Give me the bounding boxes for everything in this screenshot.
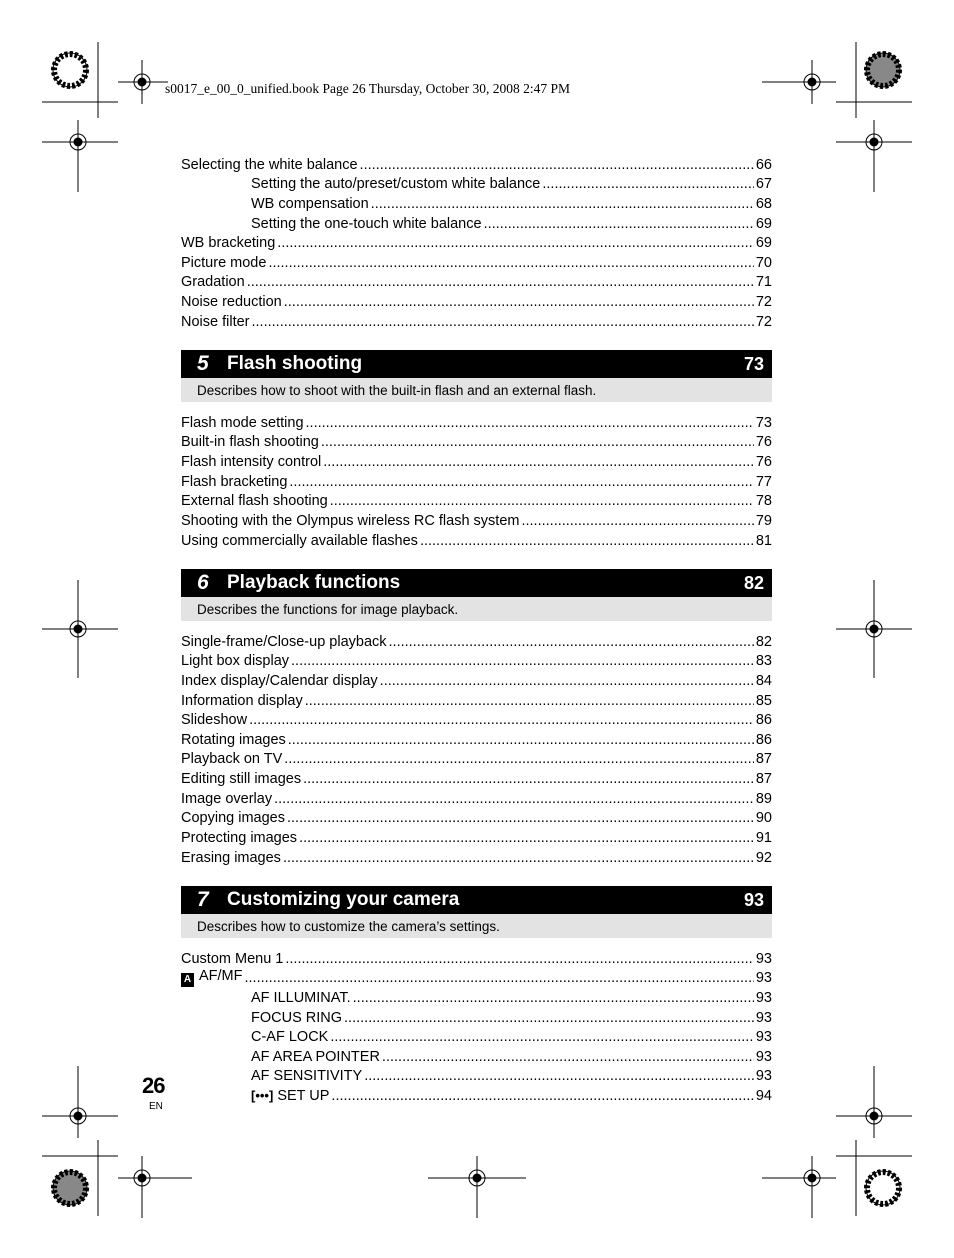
leader-dots (420, 532, 754, 550)
leader-dots (521, 512, 753, 530)
chapter-description (181, 914, 772, 938)
toc-entry[interactable] (251, 1026, 772, 1046)
toc-entry-label: Selecting the white balance (181, 157, 358, 173)
af-area-set-up-icon: [•••] (251, 1088, 274, 1103)
toc-entry-label: Noise reduction (181, 294, 282, 310)
toc-entry-page: 90 (755, 810, 772, 826)
toc-entry-label: Setting the one-touch white balance (251, 216, 482, 232)
toc-entry-label: Gradation (181, 274, 245, 290)
leader-dots (542, 175, 753, 193)
chapter-header[interactable] (181, 886, 772, 914)
toc-entry-label: Editing still images (181, 771, 302, 787)
leader-dots (303, 770, 754, 788)
language-code: EN (149, 1101, 163, 1112)
toc-entry-label: WB compensation (251, 196, 369, 212)
toc-entry-label: Playback on TV (181, 751, 283, 767)
toc-entry-page: 94 (755, 1088, 772, 1104)
chapter-title: Flash shooting (227, 353, 363, 374)
toc-entry[interactable] (181, 291, 772, 311)
toc-entry[interactable] (181, 271, 772, 291)
toc-entry-page: 87 (755, 751, 772, 767)
toc-entry[interactable] (251, 213, 772, 233)
toc-entry[interactable] (181, 948, 772, 968)
toc-entry-page: 76 (755, 454, 772, 470)
toc-entry-label: Erasing images (181, 850, 281, 866)
toc-entry[interactable] (251, 1065, 772, 1085)
toc-entry-label: Single-frame/Close-up playback (181, 634, 387, 650)
toc-entry[interactable] (181, 690, 772, 710)
toc-entry-page: 72 (755, 294, 772, 310)
chapter-description-text: Describes the functions for image playback. (197, 601, 459, 617)
chapter-number: 5 (197, 352, 209, 375)
leader-dots (382, 1048, 754, 1066)
toc-entry[interactable] (181, 431, 772, 451)
toc-entry[interactable] (181, 154, 772, 174)
toc-entry-page: 89 (755, 791, 772, 807)
leader-dots (344, 1009, 754, 1027)
leader-dots (291, 652, 754, 670)
toc-entry[interactable] (181, 847, 772, 867)
toc-entry-page: 87 (755, 771, 772, 787)
toc-entry[interactable] (181, 451, 772, 471)
leader-dots (306, 414, 754, 432)
toc-entry[interactable] (181, 311, 772, 331)
toc-entry[interactable] (181, 709, 772, 729)
toc-entry[interactable] (181, 967, 772, 987)
toc-entry-page: 92 (755, 850, 772, 866)
crop-mark-icon (836, 1066, 912, 1138)
toc-entry-page: 93 (755, 1010, 772, 1026)
toc-entry[interactable] (251, 173, 772, 193)
toc-entry-page: 72 (755, 314, 772, 330)
toc-entry-page: 91 (755, 830, 772, 846)
toc-entry-label: Flash bracketing (181, 474, 288, 490)
toc-entry-label: Slideshow (181, 712, 248, 728)
toc-entry-page: 82 (755, 634, 772, 650)
toc-entry[interactable] (181, 471, 772, 491)
toc-entry-page: 69 (755, 235, 772, 251)
crop-mark-icon (118, 60, 168, 104)
toc-entry-page: 83 (755, 653, 772, 669)
toc-entry-page: 93 (755, 970, 772, 986)
toc-entry-page: 73 (755, 415, 772, 431)
leader-dots (284, 293, 754, 311)
registration-mark-icon (836, 42, 912, 118)
chapter-page: 93 (743, 889, 764, 910)
chapter-page: 82 (743, 572, 764, 593)
toc-entry-page: 86 (755, 732, 772, 748)
toc-entry-page: 76 (755, 434, 772, 450)
chapter-number: 7 (197, 888, 209, 911)
toc-entry[interactable] (181, 670, 772, 690)
toc-entry[interactable] (181, 631, 772, 651)
toc-entry-label: Using commercially available flashes (181, 533, 418, 549)
toc-entry-label: FOCUS RING (251, 1010, 343, 1026)
leader-dots (285, 950, 754, 968)
toc-entry-page: 70 (755, 255, 772, 271)
leader-dots (284, 750, 754, 768)
leader-dots (299, 829, 754, 847)
page-number: 26 (142, 1073, 165, 1098)
crop-mark-icon (762, 1156, 836, 1218)
toc-entry-label: Copying images (181, 810, 285, 826)
leader-dots (249, 711, 754, 729)
toc-entry-label: Index display/Calendar display (181, 673, 378, 689)
toc-entry-page: 93 (755, 951, 772, 967)
toc-entry-label: External flash shooting (181, 493, 328, 509)
toc-entry-page: 66 (755, 157, 772, 173)
toc-entry-label: Flash intensity control (181, 454, 322, 470)
toc-entry-page: 67 (755, 176, 772, 192)
crop-mark-icon (762, 60, 836, 104)
leader-dots (287, 809, 754, 827)
toc-entry-label: SET UP (277, 1088, 330, 1104)
chapter-description (181, 597, 772, 621)
toc-entry[interactable] (181, 510, 772, 530)
toc-entry-label: Protecting images (181, 830, 298, 846)
leader-dots (274, 790, 754, 808)
toc-entry[interactable] (181, 807, 772, 827)
toc-entry-label: AF SENSITIVITY (251, 1068, 363, 1084)
leader-dots (380, 672, 754, 690)
leader-dots (360, 156, 754, 174)
leader-dots (277, 234, 754, 252)
leader-dots (252, 313, 754, 331)
leader-dots (371, 195, 754, 213)
crop-mark-icon (42, 580, 118, 678)
toc-entry-label: AF AREA POINTER (251, 1049, 380, 1065)
crop-mark-icon (42, 1066, 118, 1138)
leader-dots (364, 1067, 754, 1085)
toc-entry[interactable] (181, 650, 772, 670)
toc-entry[interactable] (181, 788, 772, 808)
leader-dots (321, 433, 754, 451)
toc-entry[interactable] (181, 827, 772, 847)
leader-dots (268, 254, 753, 272)
crop-mark-icon (428, 1156, 526, 1218)
toc-entry[interactable] (181, 252, 772, 272)
registration-mark-icon (836, 1140, 912, 1216)
leader-dots (353, 989, 754, 1007)
chapter-header[interactable] (181, 350, 772, 378)
leader-dots (323, 453, 754, 471)
toc-entry-label: Custom Menu 1 (181, 951, 284, 967)
leader-dots (245, 969, 754, 987)
toc-entry-page: 86 (755, 712, 772, 728)
toc-entry-page: 84 (755, 673, 772, 689)
crop-mark-icon (42, 120, 118, 192)
toc-entry-page: 79 (755, 513, 772, 529)
toc-entry-label: Light box display (181, 653, 290, 669)
registration-mark-icon (42, 42, 118, 118)
toc-entry-label: C-AF LOCK (251, 1029, 329, 1045)
af-mf-icon: A (181, 973, 194, 987)
chapter-description-text: Describes how to customize the camera’s settings. (197, 918, 500, 934)
toc-entry[interactable] (251, 1007, 772, 1027)
crop-mark-icon (836, 580, 912, 678)
chapter-title: Playback functions (227, 572, 401, 593)
toc-entry-label: AF ILLUMINAT. (251, 990, 351, 1006)
toc-entry-page: 93 (755, 1049, 772, 1065)
leader-dots (288, 731, 754, 749)
toc-entry[interactable] (181, 729, 772, 749)
leader-dots (283, 849, 754, 867)
leader-dots (331, 1087, 753, 1105)
toc-entry-label: Information display (181, 693, 303, 709)
toc-entry-page: 81 (755, 533, 772, 549)
toc-entry-page: 78 (755, 493, 772, 509)
leader-dots (389, 633, 754, 651)
leader-dots (330, 492, 754, 510)
leader-dots (484, 215, 754, 233)
toc-entry-page: 93 (755, 1029, 772, 1045)
toc-entry-label: Image overlay (181, 791, 273, 807)
toc-entry-label: AF/MF (199, 968, 243, 984)
toc-entry-page: 69 (755, 216, 772, 232)
leader-dots (289, 473, 753, 491)
book-header-line: s0017_e_00_0_unified.book Page 26 Thursday, October 30, 2008 2:47 PM (165, 81, 570, 96)
toc-entry-page: 68 (755, 196, 772, 212)
toc-entry[interactable] (251, 1085, 772, 1105)
leader-dots (247, 273, 754, 291)
toc-entry-label: WB bracketing (181, 235, 276, 251)
chapter-page: 73 (743, 353, 764, 374)
chapter-description (181, 378, 772, 402)
registration-mark-icon (42, 1140, 118, 1216)
toc-entry-label: Noise filter (181, 314, 250, 330)
toc-entry[interactable] (251, 193, 772, 213)
toc-entry-label: Flash mode setting (181, 415, 304, 431)
crop-mark-icon (836, 120, 912, 192)
leader-dots (330, 1028, 754, 1046)
toc-entry[interactable] (181, 490, 772, 510)
crop-mark-icon (118, 1156, 192, 1218)
chapter-description-text: Describes how to shoot with the built-in flash and an external flash. (197, 382, 597, 398)
toc-entry[interactable] (181, 768, 772, 788)
toc-entry[interactable] (251, 1046, 772, 1066)
toc-entry-page: 85 (755, 693, 772, 709)
toc-entry-label: Setting the auto/preset/custom white balance (251, 176, 541, 192)
toc-entry-page: 93 (755, 1068, 772, 1084)
toc-entry-label: Rotating images (181, 732, 286, 748)
toc-entry[interactable] (181, 412, 772, 432)
leader-dots (305, 692, 754, 710)
chapter-title: Customizing your camera (227, 889, 460, 910)
toc-entry-label: Shooting with the Olympus wireless RC flash system (181, 513, 520, 529)
toc-entry-label: Picture mode (181, 255, 267, 271)
toc-entry-label: Built-in flash shooting (181, 434, 319, 450)
toc-entry[interactable] (181, 232, 772, 252)
toc-entry[interactable] (181, 748, 772, 768)
toc-entry-page: 93 (755, 990, 772, 1006)
toc-entry-page: 77 (755, 474, 772, 490)
chapter-number: 6 (197, 571, 209, 594)
chapter-header[interactable] (181, 569, 772, 597)
toc-entry-page: 71 (755, 274, 772, 290)
toc-entry[interactable] (251, 987, 772, 1007)
toc-entry[interactable] (181, 530, 772, 550)
